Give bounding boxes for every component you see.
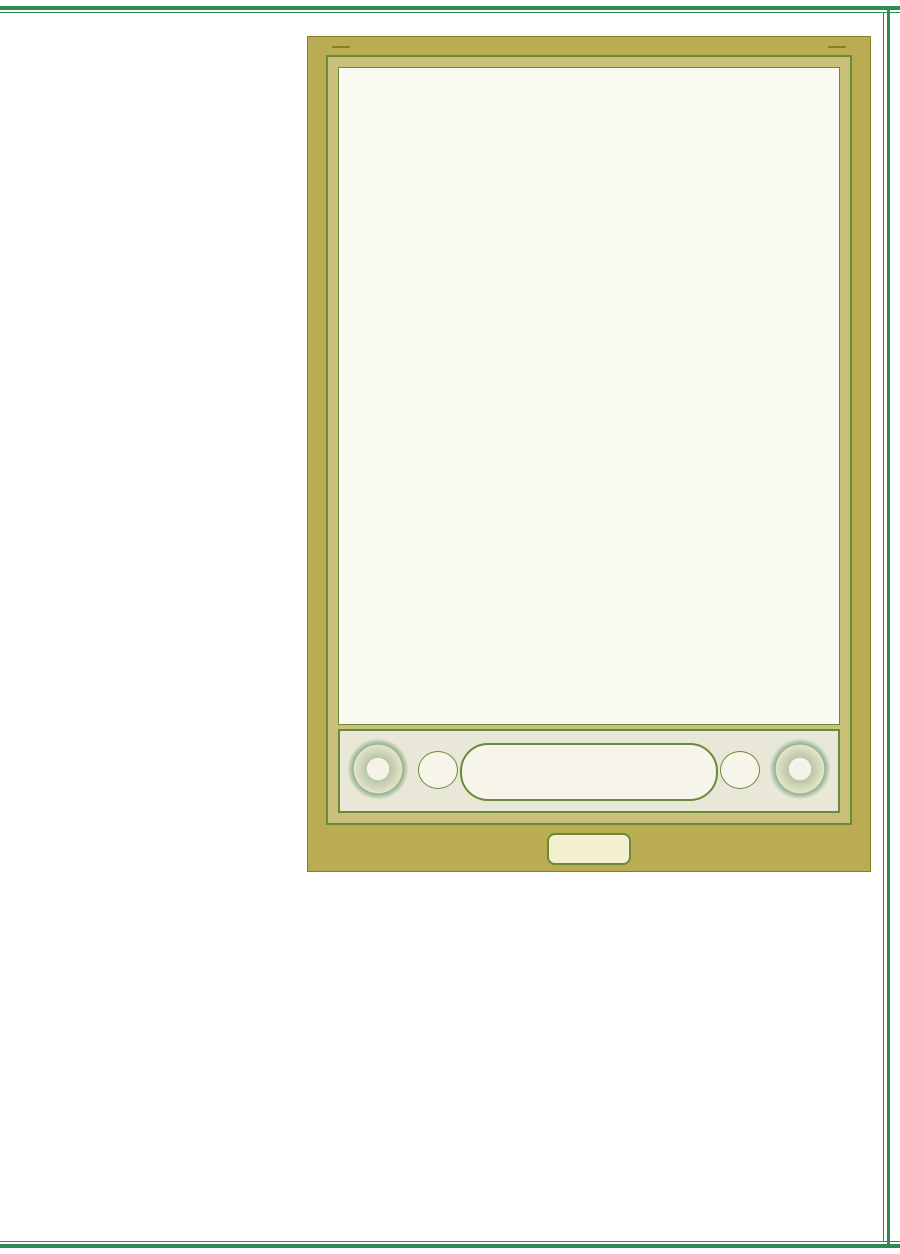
- page-border-right-thin: [883, 12, 884, 1242]
- page-border-top: [0, 6, 900, 10]
- page-border-bottom: [0, 1244, 900, 1248]
- mushaf-page: [307, 36, 871, 872]
- quran-lines: [353, 76, 825, 716]
- surah-title: [460, 743, 718, 801]
- surah-order-badge: [720, 751, 760, 789]
- juz-label: [828, 46, 846, 48]
- page-number: [547, 833, 631, 865]
- mushaf-header: [326, 39, 852, 55]
- banner-ornament-right: [770, 737, 830, 801]
- page-border-top-thin: [0, 12, 900, 13]
- surah-verses-badge: [418, 751, 458, 789]
- page-border-bottom-thin: [0, 1241, 900, 1242]
- surah-header-label: [332, 46, 350, 48]
- mushaf-ornamental-border: [326, 55, 852, 825]
- banner-ornament-left: [348, 737, 408, 801]
- surah-banner: [338, 729, 840, 813]
- page-border-right: [887, 6, 890, 1246]
- quran-text-area: [338, 67, 840, 725]
